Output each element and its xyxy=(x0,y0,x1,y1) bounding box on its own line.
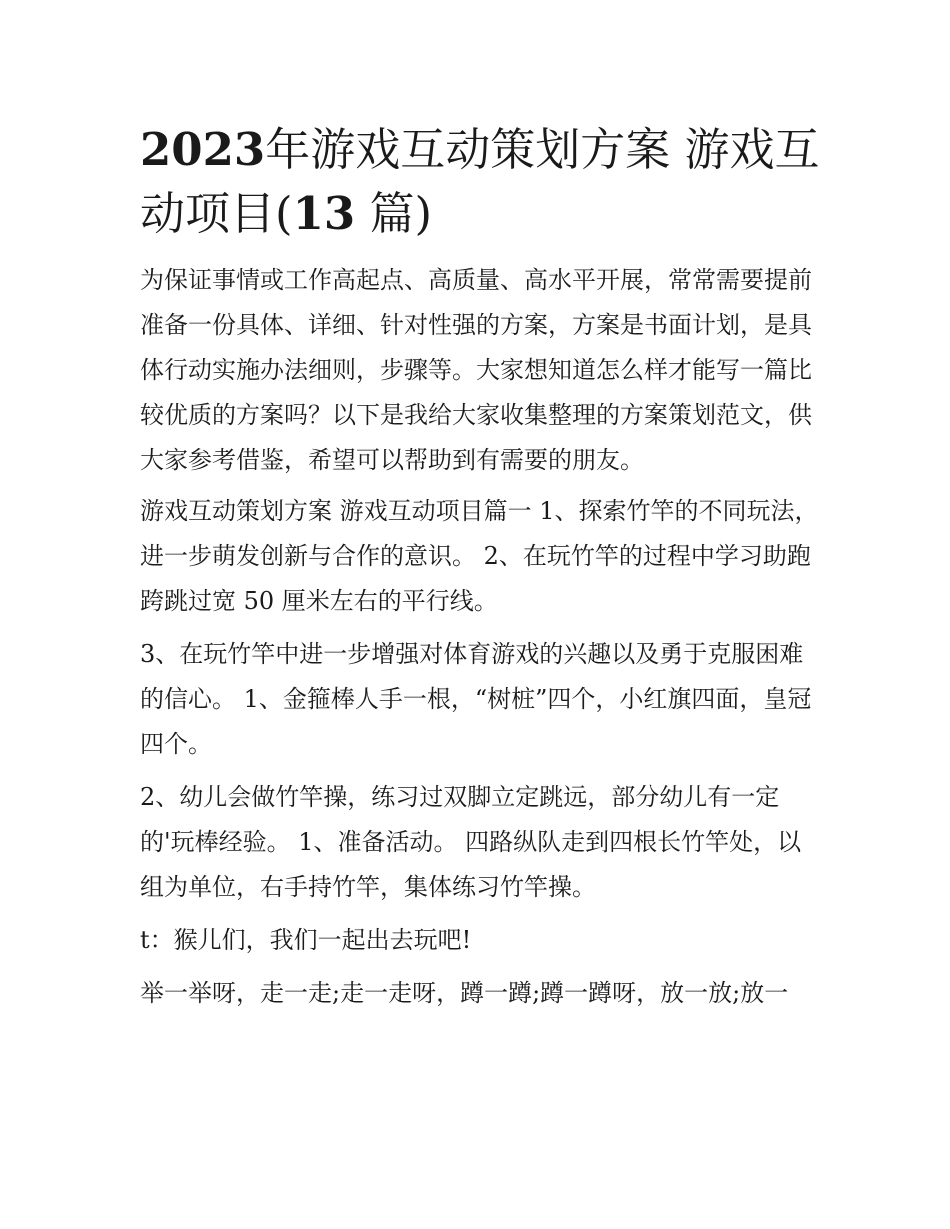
paragraph-3: 2、幼儿会做竹竿操，练习过双脚立定跳远，部分幼儿有一定的'玩棒经验。 1、准备活动。 四路纵队走到四根长竹竿处，以组为单位，右手持竹竿，集体练习竹竿操。 xyxy=(140,783,802,901)
title-suffix: 篇) xyxy=(355,187,433,240)
paragraph-2: 3、在玩竹竿中进一步增强对体育游戏的兴趣以及勇于克服困难的信心。 1、金箍棒人手一根，“树桩”四个，小红旗四面，皇冠四个。 xyxy=(140,640,812,758)
paragraph-4: t：猴儿们，我们一起出去玩吧! xyxy=(140,926,472,954)
document-page xyxy=(140,118,820,1024)
paragraph-1: 游戏互动策划方案 游戏互动项目篇一 1、探索竹竿的不同玩法，进一步萌发创新与合作的意识。 2、在玩竹竿的过程中学习助跑跨跳过宽 50 厘米左右的平行线。 xyxy=(140,497,819,615)
title-year: 2023 xyxy=(140,123,266,176)
document-title xyxy=(140,118,820,246)
paragraph-5: 举一举呀，走一走;走一走呀，蹲一蹲;蹲一蹲呀，放一放;放一 xyxy=(140,979,789,1007)
title-count: 13 xyxy=(292,187,356,240)
title-text: 年游戏互动策划方案 游戏互动项目( xyxy=(140,123,820,240)
paragraph-intro: 为保证事情或工作高起点、高质量、高水平开展，常常需要提前准备一份具体、详细、针对性强的方案，方案是书面计划，是具体行动实施办法细则，步骤等。大家想知道怎么样才能写一篇比较优质的方案吗？以下是我给大家收集整理的方案策划范文，供大家参考借鉴，希望可以帮助到有需要的朋友。 xyxy=(140,266,812,474)
